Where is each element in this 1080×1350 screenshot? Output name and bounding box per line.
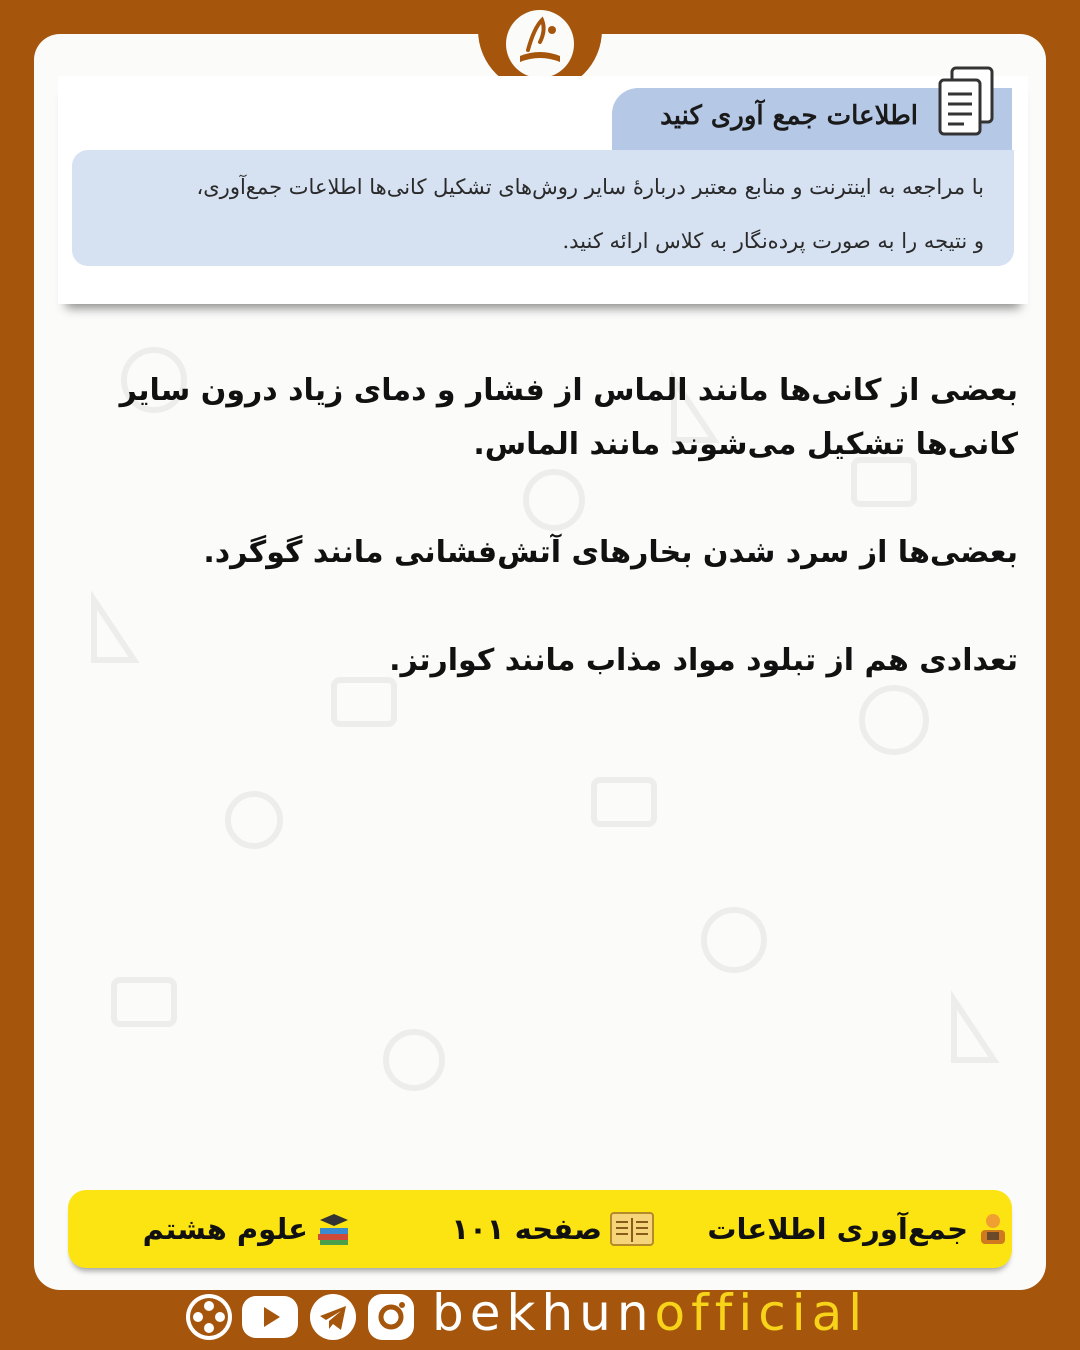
answer-paragraph-2: بعضی‌ها از سرد شدن بخارهای آتش‌فشانی مانند گوگرد. xyxy=(203,535,1018,570)
handle-second-part: official xyxy=(654,1284,869,1342)
answer-paragraph-3: تعدادی هم از تبلود مواد مذاب مانند کوارتز. xyxy=(389,643,1018,678)
excerpt-line-2: و نتیجه را به صورت پرده‌نگار به کلاس ارائه کنید. xyxy=(562,229,984,253)
teacher-icon xyxy=(976,1212,1010,1246)
footer-topic xyxy=(707,1207,1010,1251)
footer-page xyxy=(451,1207,654,1251)
excerpt-line-1: با مراجعه به اینترنت و منابع معتبر دربارهٔ سایر روش‌های تشکیل کانی‌ها اطلاعات جمع‌آوری، xyxy=(196,175,984,199)
brand-logo xyxy=(498,2,582,86)
footer-subject xyxy=(143,1207,352,1251)
footer-topic-label: جمع‌آوری اطلاعات xyxy=(707,1212,968,1246)
excerpt-text xyxy=(124,160,984,268)
answer-text xyxy=(80,364,1018,742)
documents-icon xyxy=(930,62,1000,148)
film-reel-icon[interactable] xyxy=(184,1292,234,1342)
graduation-books-icon xyxy=(316,1212,352,1246)
instagram-icon[interactable] xyxy=(366,1292,416,1342)
footer-subject-label: علوم هشتم xyxy=(142,1212,308,1246)
answer-paragraph-1: بعضی از کانی‌ها مانند الماس از فشار و دمای زیاد درون سایر کانی‌ها تشکیل می‌شوند مانند الماس. xyxy=(119,373,1018,462)
social-handle[interactable] xyxy=(432,1284,868,1348)
youtube-icon[interactable] xyxy=(240,1292,300,1342)
open-book-icon xyxy=(610,1212,654,1246)
excerpt-title: اطلاعات جمع آوری کنید xyxy=(660,101,918,131)
footer-page-label: صفحه ۱۰۱ xyxy=(451,1212,602,1246)
telegram-icon[interactable] xyxy=(308,1292,358,1342)
handle-first-part: bekhun xyxy=(432,1284,655,1342)
